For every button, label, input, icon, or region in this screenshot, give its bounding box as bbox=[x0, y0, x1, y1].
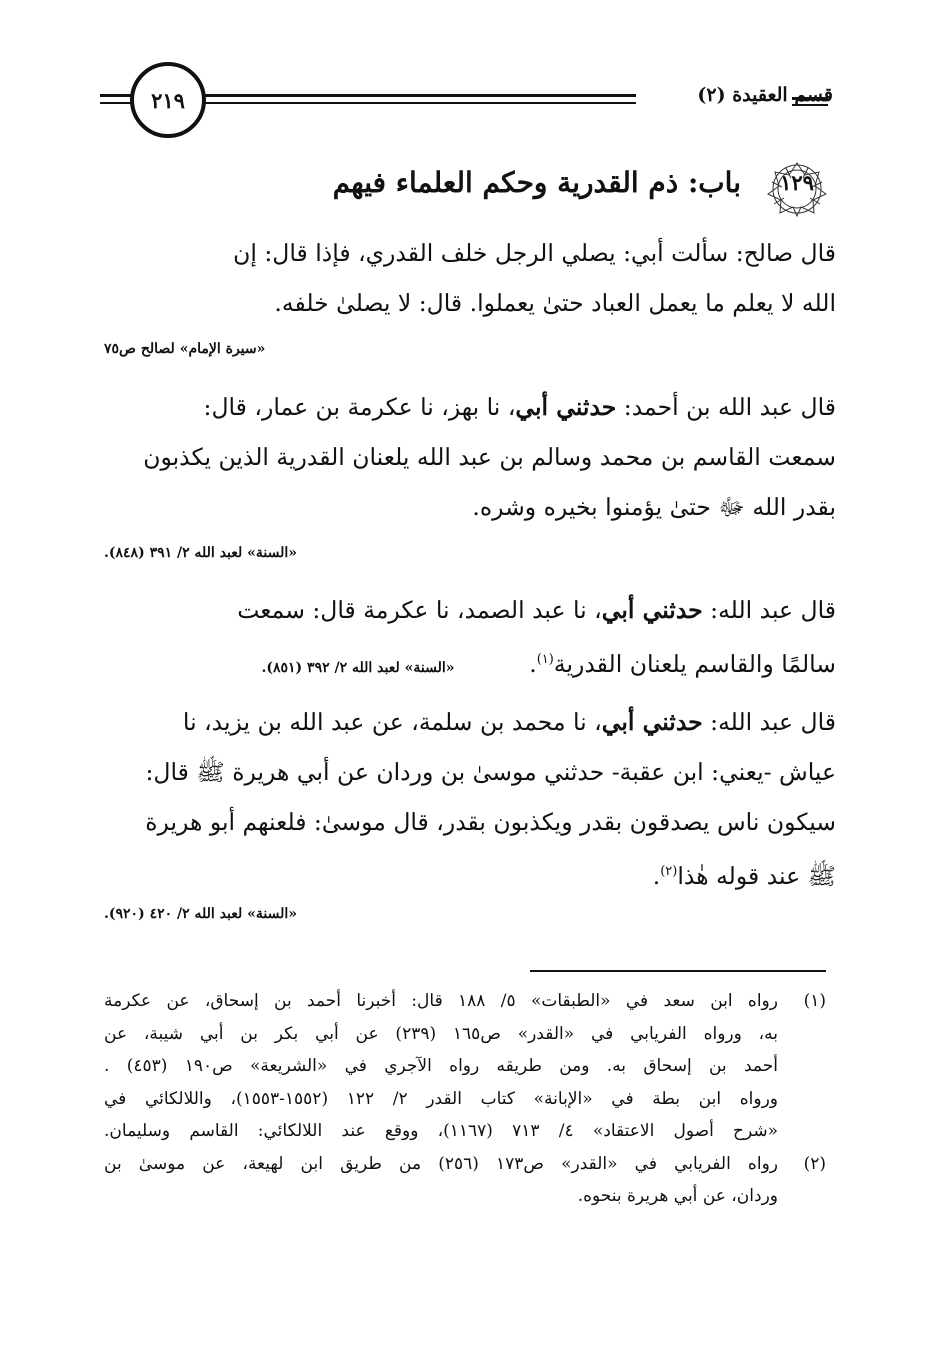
narration-1 bbox=[104, 228, 836, 328]
footnote-ref-1[interactable]: (١) bbox=[536, 652, 554, 667]
footnote-1-line: «شرح أصول الاعتقاد» ٤/ ٧١٣ (١١٦٧)، ووقع عند اللالكائي: القاسم وسليمان. bbox=[104, 1121, 779, 1141]
footnotes bbox=[104, 985, 826, 1213]
footnote-2 bbox=[104, 1148, 826, 1213]
footnote-2-line: وردان، عن أبي هريرة بنحوه. bbox=[577, 1186, 778, 1206]
narration-2-line-2: سمعت القاسم بن محمد وسالم بن عبد الله يلعنان القدرية الذين يكذبون bbox=[143, 443, 836, 471]
header-rule-left-thin bbox=[100, 102, 134, 104]
narration-2-chain-start: حدثني أبي bbox=[515, 393, 617, 421]
footnote-2-line: رواه الفريابي في «القدر» ص١٧٣ (٢٥٦) من طريق ابن لهيعة، عن موسىٰ بن bbox=[104, 1153, 778, 1174]
footnote-1-line: به، ورواه الفريابي في «القدر» ص١٦٥ (٢٣٩) عن أبي بكر بن أبي شيبة، عن bbox=[104, 1023, 778, 1044]
footnote-1-number: (١) bbox=[803, 991, 826, 1011]
source-citation-3: «السنة» لعبد الله ٢/ ٣٩٢ (٨٥١). bbox=[261, 659, 455, 676]
narration-2-chain: ، نا بهز، نا عكرمة بن عمار، قال: bbox=[203, 393, 516, 421]
narration-2-intro: قال عبد الله بن أحمد: bbox=[616, 393, 836, 421]
narration-4-line-1 bbox=[104, 697, 836, 747]
narration-4-line-2: عياش -يعني: ابن عقبة- حدثني موسىٰ بن وردان عن أبي هريرة ﷺ قال: bbox=[145, 758, 836, 786]
chapter-number: ١٢٩ bbox=[780, 170, 814, 195]
footnote-1-line: رواه ابن سعد في «الطبقات» ٥/ ١٨٨ قال: أخبرنا أحمد بن إسحاق، عن عكرمة bbox=[104, 991, 778, 1011]
narration-1-line-1: قال صالح: سألت أبي: يصلي الرجل خلف القدري، فإذا قال: إن bbox=[233, 239, 836, 267]
page-number-badge bbox=[130, 62, 206, 138]
footnote-2-number: (٢) bbox=[803, 1153, 826, 1174]
narration-4-chain: ، نا محمد بن سلمة، عن عبد الله بن يزيد، نا bbox=[182, 708, 602, 736]
source-citation-1: «سيرة الإمام» لصالح ص٧٥ bbox=[104, 341, 266, 357]
narration-3-line-1 bbox=[104, 585, 836, 635]
running-header-title: قسم العقيدة (٢) bbox=[697, 84, 833, 106]
narration-3-chain: ، نا عبد الصمد، نا عكرمة قال: سمعت bbox=[237, 596, 602, 624]
chapter-title: باب: ذم القدرية وحكم العلماء فيهم bbox=[332, 166, 741, 199]
footnote-ref-2[interactable]: (٢) bbox=[660, 864, 678, 879]
narration-2 bbox=[104, 382, 836, 532]
footnote-1 bbox=[104, 985, 826, 1148]
narration-2-line-1 bbox=[104, 382, 836, 432]
footnote-separator bbox=[530, 970, 826, 972]
narration-3 bbox=[104, 585, 836, 693]
header-rule-left bbox=[100, 94, 134, 97]
narration-2-line-3: بقدر الله ﷻ حتىٰ يؤمنوا بخيره وشره. bbox=[472, 493, 836, 521]
page-number: ٢١٩ bbox=[151, 87, 185, 113]
footnote-1-line: أحمد بن إسحاق به. ومن طريقه رواه الآجري في «الشريعة» ص١٩٠ (٤٥٣) . bbox=[104, 1056, 778, 1076]
narration-3-line-2: سالمًا والقاسم يلعنان القدرية$^{(١)}$. «السنة» لعبد الله ٢/ ٣٩٢ (٨٥١). bbox=[261, 649, 836, 678]
narration-4-line-3: سيكون ناس يصدقون بقدر ويكذبون بقدر، قال موسىٰ: فلعنهم أبو هريرة bbox=[145, 808, 836, 836]
narration-1-line-2: الله لا يعلم ما يعمل العباد حتىٰ يعملوا. قال: لا يصلىٰ خلفه. bbox=[274, 289, 836, 317]
narration-3-intro: قال عبد الله: bbox=[702, 596, 836, 624]
narration-4-text: ﷺ عند قوله هٰذا bbox=[677, 861, 836, 890]
narration-3-text: سالمًا والقاسم يلعنان القدرية bbox=[553, 649, 836, 678]
source-citation-4: «السنة» لعبد الله ٢/ ٤٢٠ (٩٢٠). bbox=[104, 906, 298, 922]
header-rule-middle-thin bbox=[200, 102, 636, 104]
footnote-1-line: ورواه ابن بطة في «الإبانة» كتاب القدر ٢/ ١٢٢ (١٥٥٢-١٥٥٣)، واللالكائي في bbox=[104, 1088, 778, 1109]
narration-4-intro: قال عبد الله: bbox=[702, 708, 836, 736]
narration-3-chain-start: حدثني أبي bbox=[601, 596, 703, 624]
narration-4-chain-start: حدثني أبي bbox=[601, 708, 703, 736]
narration-4 bbox=[104, 697, 836, 901]
narration-4-line-4: ﷺ عند قوله هٰذا$^{(٢)}$. bbox=[652, 861, 836, 890]
source-citation-2: «السنة» لعبد الله ٢/ ٣٩١ (٨٤٨). bbox=[104, 545, 298, 561]
header-rule-middle bbox=[200, 94, 636, 97]
